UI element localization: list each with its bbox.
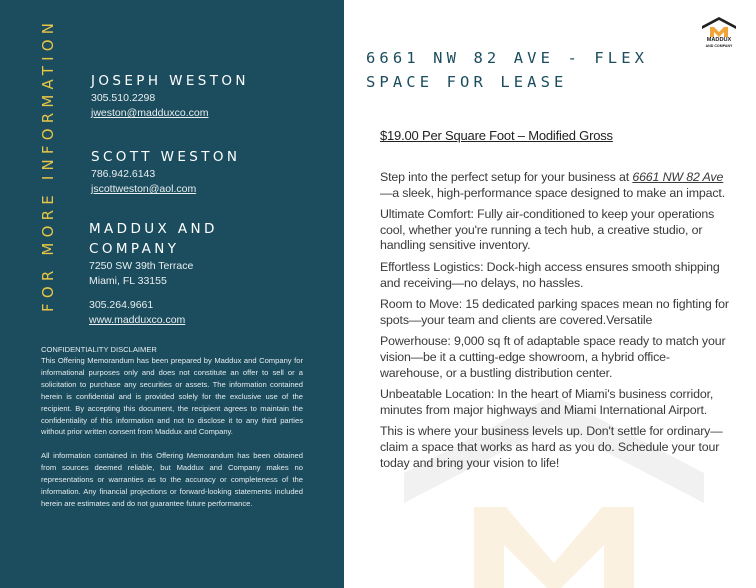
intro-paragraph: Step into the perfect setup for your business at 6661 NW 82 Ave—a sleek, high-performance space designed to make an impact. <box>380 170 726 200</box>
feature-paragraph: Effortless Logistics: Dock-high access ensures smooth shipping and receiving—no delays, no hassles. <box>380 259 720 290</box>
contact-name: JOSEPH WESTON <box>91 73 249 89</box>
feature-paragraph: Room to Move: 15 dedicated parking spaces mean no fighting for spots—your team and clients are covered.Versatile <box>380 297 729 327</box>
contact-phone: 305.510.2298 <box>91 92 156 104</box>
company-logo <box>699 15 739 49</box>
listing-description <box>380 170 732 477</box>
company-name-line2: COMPANY <box>89 241 180 257</box>
company-address-line1: 7250 SW 39th Terrace <box>89 260 194 272</box>
feature-paragraph: Ultimate Comfort: Fully air-conditioned to keep your operations cool, whether you're running a tech hub, a creative studio, or handling sensitive inventory. <box>380 207 715 253</box>
company-phone: 305.264.9661 <box>89 299 154 311</box>
disclaimer-paragraph: This Offering Memorandum has been prepared by Maddux and Company for informational purposes only and does not constitute an offer to sell or a solicitation to purchase any securities or assets. The information contained herein is confidential and is provided solely for the exclusive use of the recipient. By accepting this document, the recipient agrees to maintain the confidentiality of this information and not to disclose it to any third parties without prior written consent from Maddux and Company. <box>41 356 303 437</box>
vertical-heading: FOR MORE INFORMATION <box>39 17 57 312</box>
disclaimer-paragraph: All information contained in this Offering Memorandum has been obtained from sources deemed reliable, but Maddux and Company makes no representations or warranties as to the accuracy or completeness of the information. Any financial projections or forward-looking statements included herein are estimates and do not guarantee future performance. <box>41 451 303 508</box>
feature-paragraph: Powerhouse: 9,000 sq ft of adaptable space ready to match your vision—be it a cutting-edge showroom, a hybrid office-warehouse, or a bustling distribution center. <box>380 334 726 380</box>
contact-sidebar <box>0 0 344 588</box>
feature-paragraph: Unbeatable Location: In the heart of Miami's business corridor, minutes from major highways and Miami International Airport. <box>380 387 714 417</box>
disclaimer-title: CONFIDENTIALITY DISCLAIMER <box>41 345 157 354</box>
company-website-link[interactable]: www.madduxco.com <box>89 314 186 326</box>
contact-name: SCOTT WESTON <box>91 149 241 165</box>
contact-phone: 786.942.6143 <box>91 168 156 180</box>
company-name-line1: MADDUX AND <box>89 221 218 237</box>
contact-email-link[interactable]: jweston@madduxco.com <box>91 107 209 119</box>
listing-content <box>344 0 756 588</box>
page-title: 6661 NW 82 AVE - FLEX SPACE FOR LEASE <box>366 49 649 91</box>
contact-card-joseph <box>91 72 249 121</box>
address-link[interactable]: 6661 NW 82 Ave <box>632 170 724 184</box>
contact-email-link[interactable]: jscottweston@aol.com <box>91 183 197 195</box>
company-address-line2: Miami, FL 33155 <box>89 275 167 287</box>
closing-paragraph: This is where your business levels up. Don't settle for ordinary—claim a space that works as hard as you do. Schedule your tour today and bring your vision to life! <box>380 424 723 470</box>
contact-card-scott <box>91 148 240 197</box>
logo-text: MADDUX AND COMPANY <box>705 37 733 48</box>
house-roof-icon <box>699 15 739 37</box>
confidentiality-disclaimer <box>41 344 303 510</box>
company-card <box>89 219 218 328</box>
lease-price: $19.00 Per Square Foot – Modified Gross <box>380 128 613 143</box>
